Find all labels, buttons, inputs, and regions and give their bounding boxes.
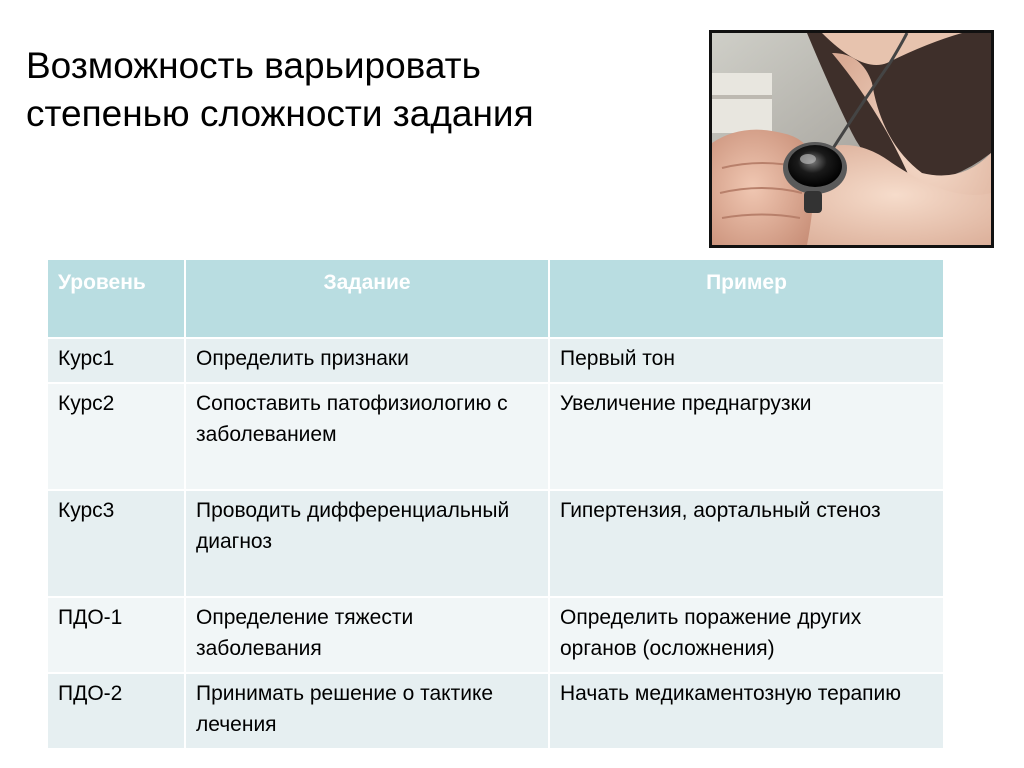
table-row xyxy=(47,597,944,673)
table-row xyxy=(47,673,944,749)
slide-title-line-1: Возможность варьировать xyxy=(26,45,481,86)
cell-task: Определить признаки xyxy=(185,338,549,383)
cell-task: Определение тяжести заболевания xyxy=(185,597,549,673)
cell-task: Проводить дифференциальный диагноз xyxy=(185,490,549,597)
table-row xyxy=(47,338,944,383)
cell-level: Курс2 xyxy=(47,383,185,490)
cell-example: Начать медикаментозную терапию xyxy=(549,673,944,749)
stethoscope-on-neck-photo-icon xyxy=(712,33,991,245)
slide-title-line-2: степенью сложности задания xyxy=(26,93,534,134)
cell-task: Принимать решение о тактике лечения xyxy=(185,673,549,749)
table-header-row xyxy=(47,259,944,338)
slide-title xyxy=(26,42,686,138)
column-header-example: Пример xyxy=(549,259,944,338)
cell-task: Сопоставить патофизиологию с заболеванием xyxy=(185,383,549,490)
table-row xyxy=(47,383,944,490)
column-header-level: Уровень xyxy=(47,259,185,338)
column-header-task: Задание xyxy=(185,259,549,338)
table-row xyxy=(47,490,944,597)
stethoscope-photo xyxy=(709,30,994,248)
cell-example: Увеличение преднагрузки xyxy=(549,383,944,490)
cell-example: Определить поражение других органов (осложнения) xyxy=(549,597,944,673)
cell-example: Гипертензия, аортальный стеноз xyxy=(549,490,944,597)
cell-example: Первый тон xyxy=(549,338,944,383)
cell-level: ПДО-2 xyxy=(47,673,185,749)
cell-level: ПДО-1 xyxy=(47,597,185,673)
levels-table xyxy=(46,258,945,750)
cell-level: Курс3 xyxy=(47,490,185,597)
cell-level: Курс1 xyxy=(47,338,185,383)
